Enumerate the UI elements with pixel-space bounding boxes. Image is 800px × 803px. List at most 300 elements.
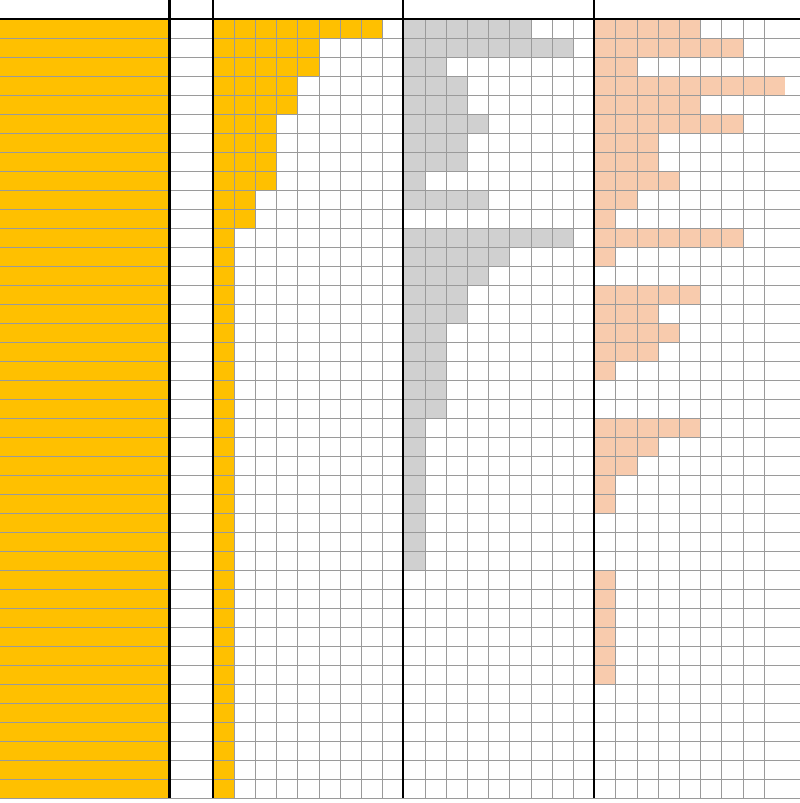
total-value xyxy=(170,133,213,152)
gold-cell xyxy=(234,133,255,152)
total-value xyxy=(170,570,213,589)
contestant-name xyxy=(0,608,170,627)
column-gridline xyxy=(552,19,553,798)
contestant-name xyxy=(0,304,170,323)
silver-cell xyxy=(404,361,425,380)
silver-cell xyxy=(425,266,446,285)
silver-cell xyxy=(446,190,467,209)
total-border xyxy=(212,0,214,798)
column-gridline xyxy=(615,19,616,798)
silver-cell xyxy=(446,247,467,266)
column-gridline xyxy=(700,19,701,798)
column-gridline xyxy=(637,19,638,798)
silver-cell xyxy=(404,38,425,57)
total-value xyxy=(170,456,213,475)
contestant-name xyxy=(0,418,170,437)
row-gridline xyxy=(0,608,800,609)
bronze-cell xyxy=(595,570,616,589)
bronze-cell xyxy=(658,171,679,190)
gold-cell xyxy=(213,152,234,171)
row-gridline xyxy=(0,779,800,780)
bronze-cell xyxy=(595,247,616,266)
row-gridline xyxy=(0,589,800,590)
contestant-name xyxy=(0,133,170,152)
contestant-name xyxy=(0,456,170,475)
bronze-cell xyxy=(595,19,616,38)
row-gridline xyxy=(0,437,800,438)
total-value xyxy=(170,95,213,114)
silver-cell xyxy=(489,19,510,38)
row-gridline xyxy=(0,285,800,286)
bronze-cell xyxy=(637,437,658,456)
silver-cell xyxy=(552,38,573,57)
contestant-name xyxy=(0,19,170,38)
gold-cell xyxy=(213,570,234,589)
bronze-cell xyxy=(616,304,637,323)
gold-cell xyxy=(213,361,234,380)
silver-cell xyxy=(404,19,425,38)
row-gridline xyxy=(0,114,800,115)
total-value xyxy=(170,342,213,361)
bronze-cell xyxy=(637,285,658,304)
bronze-cell xyxy=(637,38,658,57)
total-value xyxy=(170,475,213,494)
gold-header xyxy=(213,0,404,19)
gold-cell xyxy=(213,437,234,456)
bronze-cell xyxy=(637,76,658,95)
gold-cell xyxy=(255,114,276,133)
gold-cell xyxy=(255,38,276,57)
gold-cell xyxy=(213,114,234,133)
gold-cell xyxy=(213,19,234,38)
bronze-cell xyxy=(679,19,700,38)
bronze-cell xyxy=(701,76,722,95)
gold-cell xyxy=(255,57,276,76)
silver-cell xyxy=(404,133,425,152)
bronze-cell xyxy=(679,114,700,133)
gold-cell xyxy=(255,133,276,152)
bronze-cell xyxy=(637,19,658,38)
bronze-cell xyxy=(764,76,785,95)
total-value xyxy=(170,646,213,665)
row-gridline xyxy=(0,570,800,571)
bronze-cell xyxy=(658,38,679,57)
bronze-cell xyxy=(595,494,616,513)
row-gridline xyxy=(0,494,800,495)
bronze-cell xyxy=(595,285,616,304)
gold-cell xyxy=(213,399,234,418)
row-gridline xyxy=(0,38,800,39)
row-gridline xyxy=(0,152,800,153)
bronze-cell xyxy=(595,627,616,646)
silver-cell xyxy=(446,152,467,171)
gold-cell xyxy=(234,152,255,171)
bronze-cell xyxy=(701,38,722,57)
row-gridline xyxy=(0,133,800,134)
bronze-cell xyxy=(658,323,679,342)
bronze-cell xyxy=(616,133,637,152)
column-gridline xyxy=(573,19,574,798)
silver-cell xyxy=(404,95,425,114)
bronze-cell xyxy=(637,133,658,152)
total-value xyxy=(170,247,213,266)
row-gridline xyxy=(0,247,800,248)
total-value xyxy=(170,19,213,38)
contestant-name xyxy=(0,722,170,741)
column-gridline xyxy=(679,19,680,798)
row-gridline xyxy=(0,627,800,628)
gold-cell xyxy=(213,57,234,76)
bronze-cell xyxy=(595,304,616,323)
contestant-name xyxy=(0,114,170,133)
total-value xyxy=(170,513,213,532)
total-value xyxy=(170,779,213,798)
column-gridline xyxy=(531,19,532,798)
silver-cell xyxy=(510,38,531,57)
silver-cell xyxy=(404,247,425,266)
bronze-cell xyxy=(616,437,637,456)
gold-cell xyxy=(213,171,234,190)
silver-cell xyxy=(425,19,446,38)
silver-cell xyxy=(510,19,531,38)
contestant-name xyxy=(0,703,170,722)
bronze-cell xyxy=(679,228,700,247)
silver-cell xyxy=(404,437,425,456)
row-gridline xyxy=(0,798,800,799)
silver-cell xyxy=(446,228,467,247)
bronze-cell xyxy=(595,323,616,342)
gold-cell xyxy=(319,19,340,38)
total-value xyxy=(170,361,213,380)
contestant-name xyxy=(0,285,170,304)
bronze-cell xyxy=(595,57,616,76)
contestant-name xyxy=(0,76,170,95)
gold-cell xyxy=(255,171,276,190)
gold-cell xyxy=(213,741,234,760)
column-gridline xyxy=(319,19,320,798)
bronze-cell xyxy=(722,114,743,133)
bronze-cell xyxy=(743,76,764,95)
gold-cell xyxy=(255,152,276,171)
silver-cell xyxy=(425,190,446,209)
gold-cell xyxy=(234,171,255,190)
silver-cell xyxy=(425,152,446,171)
total-value xyxy=(170,418,213,437)
gold-cell xyxy=(213,475,234,494)
column-gridline xyxy=(721,19,722,798)
gold-cell xyxy=(361,19,382,38)
contestant-name xyxy=(0,475,170,494)
silver-cell xyxy=(489,247,510,266)
total-value xyxy=(170,760,213,779)
gold-cell xyxy=(213,779,234,798)
column-gridline xyxy=(446,19,447,798)
silver-cell xyxy=(404,380,425,399)
contestant-name xyxy=(0,589,170,608)
bronze-cell xyxy=(722,228,743,247)
silver-cell xyxy=(446,304,467,323)
silver-cell xyxy=(404,152,425,171)
silver-cell xyxy=(404,114,425,133)
gold-cell xyxy=(213,95,234,114)
bronze-cell xyxy=(616,114,637,133)
bronze-cell xyxy=(637,418,658,437)
gold-cell xyxy=(213,646,234,665)
gold-cell xyxy=(234,95,255,114)
gold-cell xyxy=(298,38,319,57)
gold-cell xyxy=(213,228,234,247)
total-value xyxy=(170,437,213,456)
silver-cell xyxy=(404,475,425,494)
row-gridline xyxy=(0,57,800,58)
gold-cell xyxy=(277,95,298,114)
bronze-cell xyxy=(679,38,700,57)
column-gridline xyxy=(488,19,489,798)
silver-cell xyxy=(467,190,488,209)
gold-cell xyxy=(213,532,234,551)
gold-cell xyxy=(213,304,234,323)
silver-cell xyxy=(446,95,467,114)
gold-cell xyxy=(213,133,234,152)
silver-cell xyxy=(404,323,425,342)
contestant-header xyxy=(0,0,170,19)
bronze-cell xyxy=(595,152,616,171)
bronze-cell xyxy=(616,152,637,171)
gold-cell xyxy=(213,551,234,570)
bronze-cell xyxy=(637,342,658,361)
gold-cell xyxy=(340,19,361,38)
bronze-cell xyxy=(637,323,658,342)
bronze-cell xyxy=(595,665,616,684)
bronze-cell xyxy=(658,114,679,133)
bronze-cell xyxy=(616,456,637,475)
silver-cell xyxy=(404,304,425,323)
bronze-cell xyxy=(637,152,658,171)
bronze-cell xyxy=(595,646,616,665)
bronze-cell xyxy=(701,228,722,247)
row-gridline xyxy=(0,209,800,210)
silver-cell xyxy=(425,304,446,323)
gold-cell xyxy=(298,19,319,38)
total-header xyxy=(170,0,213,19)
bronze-cell xyxy=(637,304,658,323)
contestant-name xyxy=(0,152,170,171)
column-gridline xyxy=(361,19,362,798)
bronze-cell xyxy=(637,114,658,133)
contestant-name xyxy=(0,437,170,456)
silver-cell xyxy=(446,285,467,304)
silver-cell xyxy=(467,19,488,38)
contestant-name xyxy=(0,266,170,285)
column-gridline xyxy=(297,19,298,798)
silver-cell xyxy=(404,228,425,247)
silver-cell xyxy=(404,418,425,437)
total-value xyxy=(170,665,213,684)
row-gridline xyxy=(0,361,800,362)
row-gridline xyxy=(0,76,800,77)
silver-cell xyxy=(404,532,425,551)
bronze-cell xyxy=(658,95,679,114)
total-value xyxy=(170,741,213,760)
total-value xyxy=(170,323,213,342)
row-gridline xyxy=(0,380,800,381)
silver-cell xyxy=(552,228,573,247)
total-value xyxy=(170,114,213,133)
total-value xyxy=(170,285,213,304)
bronze-cell xyxy=(658,76,679,95)
bronze-cell xyxy=(595,589,616,608)
column-gridline xyxy=(234,19,235,798)
bronze-cell xyxy=(595,95,616,114)
contestant-name xyxy=(0,494,170,513)
gold-cell xyxy=(213,627,234,646)
gold-cell xyxy=(277,38,298,57)
silver-cell xyxy=(425,76,446,95)
bronze-cell xyxy=(616,19,637,38)
bronze-cell xyxy=(595,190,616,209)
column-gridline xyxy=(255,19,256,798)
row-gridline xyxy=(0,399,800,400)
total-value xyxy=(170,209,213,228)
gold-cell xyxy=(213,722,234,741)
gold-cell xyxy=(213,342,234,361)
column-gridline xyxy=(658,19,659,798)
total-value xyxy=(170,684,213,703)
silver-cell xyxy=(404,171,425,190)
contestant-name xyxy=(0,760,170,779)
row-gridline xyxy=(0,646,800,647)
total-value xyxy=(170,627,213,646)
silver-cell xyxy=(446,133,467,152)
total-value xyxy=(170,532,213,551)
silver-cell xyxy=(425,342,446,361)
silver-cell xyxy=(425,95,446,114)
bronze-cell xyxy=(616,418,637,437)
row-gridline xyxy=(0,475,800,476)
bronze-cell xyxy=(679,285,700,304)
bronze-cell xyxy=(595,475,616,494)
gold-cell xyxy=(234,38,255,57)
gold-cell xyxy=(298,57,319,76)
gold-cell xyxy=(213,190,234,209)
row-gridline xyxy=(0,684,800,685)
row-gridline xyxy=(0,304,800,305)
gold-cell xyxy=(213,608,234,627)
row-gridline xyxy=(0,95,800,96)
contestant-name xyxy=(0,741,170,760)
silver-cell xyxy=(404,399,425,418)
bronze-cell xyxy=(595,456,616,475)
silver-cell xyxy=(404,456,425,475)
gold-cell xyxy=(277,19,298,38)
gold-cell xyxy=(277,76,298,95)
bronze-cell xyxy=(679,76,700,95)
bronze-cell xyxy=(595,361,616,380)
gold-cell xyxy=(213,76,234,95)
gold-cell xyxy=(277,57,298,76)
silver-cell xyxy=(404,190,425,209)
silver-cell xyxy=(404,57,425,76)
gold-cell xyxy=(255,95,276,114)
contestant-name xyxy=(0,209,170,228)
silver-cell xyxy=(489,228,510,247)
total-value xyxy=(170,190,213,209)
gold-cell xyxy=(255,76,276,95)
silver-cell xyxy=(425,38,446,57)
contestant-name xyxy=(0,646,170,665)
name-border xyxy=(168,0,171,798)
bronze-cell xyxy=(637,171,658,190)
column-gridline xyxy=(276,19,277,798)
total-value xyxy=(170,380,213,399)
gold-cell xyxy=(234,19,255,38)
silver-cell xyxy=(467,266,488,285)
contestant-name xyxy=(0,665,170,684)
silver-cell xyxy=(467,228,488,247)
contestant-name[interactable] xyxy=(0,228,170,247)
contestant-name xyxy=(0,342,170,361)
total-value xyxy=(170,38,213,57)
contestant-name xyxy=(0,380,170,399)
gold-cell xyxy=(234,76,255,95)
silver-cell xyxy=(446,38,467,57)
column-gridline xyxy=(340,19,341,798)
row-gridline xyxy=(0,171,800,172)
bronze-cell xyxy=(616,190,637,209)
silver-cell xyxy=(425,361,446,380)
gold-cell xyxy=(213,418,234,437)
silver-cell xyxy=(467,114,488,133)
row-gridline xyxy=(0,741,800,742)
gold-cell xyxy=(213,513,234,532)
contestant-name xyxy=(0,627,170,646)
bronze-cell xyxy=(595,608,616,627)
gold-cell xyxy=(234,114,255,133)
bronze-cell xyxy=(616,38,637,57)
contestant-name xyxy=(0,570,170,589)
bronze-cell xyxy=(701,114,722,133)
row-gridline xyxy=(0,760,800,761)
bronze-cell xyxy=(595,342,616,361)
gold-cell xyxy=(213,665,234,684)
contestant-name[interactable] xyxy=(0,247,170,266)
silver-cell xyxy=(425,247,446,266)
silver-cell xyxy=(467,38,488,57)
bronze-cell xyxy=(616,57,637,76)
row-gridline xyxy=(0,532,800,533)
contestant-name xyxy=(0,190,170,209)
bronze-cell xyxy=(658,19,679,38)
column-gridline xyxy=(467,19,468,798)
gold-cell xyxy=(213,323,234,342)
row-gridline xyxy=(0,703,800,704)
silver-cell xyxy=(404,266,425,285)
gold-cell xyxy=(234,190,255,209)
silver-cell xyxy=(467,247,488,266)
silver-cell xyxy=(446,19,467,38)
bronze-cell xyxy=(637,95,658,114)
silver-cell xyxy=(425,399,446,418)
bronze-cell xyxy=(679,95,700,114)
gold-cell xyxy=(213,247,234,266)
bronze-cell xyxy=(616,323,637,342)
bronze-cell xyxy=(616,95,637,114)
gold-cell xyxy=(213,684,234,703)
total-value xyxy=(170,76,213,95)
total-value xyxy=(170,399,213,418)
silver-cell xyxy=(404,551,425,570)
silver-cell xyxy=(446,114,467,133)
